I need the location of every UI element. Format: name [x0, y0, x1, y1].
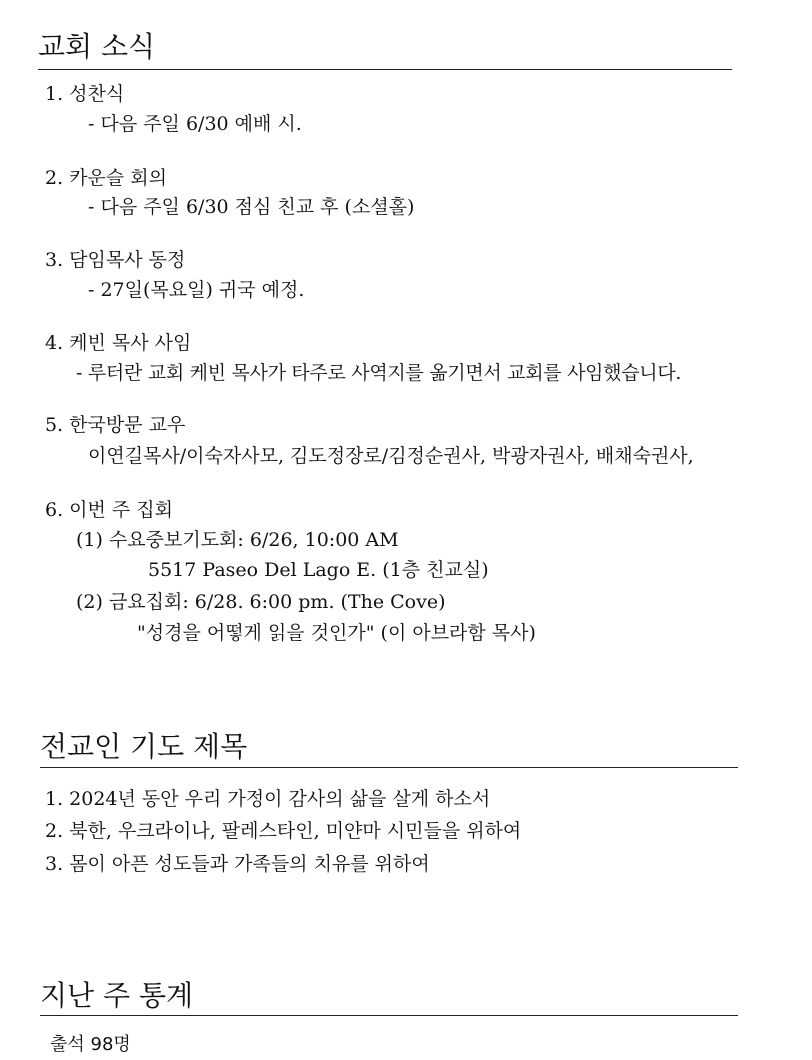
attendance-count: 출석 98명: [50, 1034, 131, 1055]
news-item-detail: 이연길목사/이숙자사모, 김도정장로/김정순권사, 박광자권사, 배채숙권사,: [88, 445, 694, 467]
section-title: 지난 주 통계: [40, 979, 194, 1012]
news-item-detail: - 다음 주일 6/30 점심 친교 후 (소셜홀): [88, 196, 415, 218]
news-item-detail: - 27일(목요일) 귀국 예정.: [88, 279, 305, 301]
news-item-detail: - 다음 주일 6/30 예배 시.: [88, 113, 302, 135]
news-item-heading: 5. 한국방문 교우: [45, 414, 186, 436]
section-title: 전교인 기도 제목: [40, 730, 248, 763]
news-item-detail: (1) 수요중보기도회: 6/26, 10:00 AM: [76, 529, 399, 551]
news-item-detail: 5517 Paseo Del Lago E. (1층 친교실): [148, 559, 489, 581]
prayer-item: 2. 북한, 우크라이나, 팔레스타인, 미얀마 시민들을 위하여: [45, 820, 522, 842]
news-item-detail: (2) 금요집회: 6/28. 6:00 pm. (The Cove): [76, 591, 446, 613]
prayer-item: 3. 몸이 아픈 성도들과 가족들의 치유를 위하여: [45, 853, 430, 875]
news-item-detail: "성경을 어떻게 읽을 것인가" (이 아브라함 목사): [137, 622, 536, 644]
prayer-item: 1. 2024년 동안 우리 가정이 감사의 삶을 살게 하소서: [45, 788, 491, 810]
divider: [38, 69, 732, 70]
divider: [40, 1015, 738, 1016]
news-item-heading: 1. 성찬식: [45, 83, 125, 105]
news-item-heading: 4. 케빈 목사 사임: [45, 332, 192, 354]
news-item-heading: 2. 카운슬 회의: [45, 167, 167, 189]
section-title: 교회 소식: [38, 30, 156, 63]
news-item-detail: - 루터란 교회 케빈 목사가 타주로 사역지를 옮기면서 교회를 사임했습니다.: [76, 362, 682, 384]
divider: [40, 767, 738, 768]
news-item-heading: 3. 담임목사 동정: [45, 249, 186, 271]
news-item-heading: 6. 이번 주 집회: [45, 499, 174, 521]
